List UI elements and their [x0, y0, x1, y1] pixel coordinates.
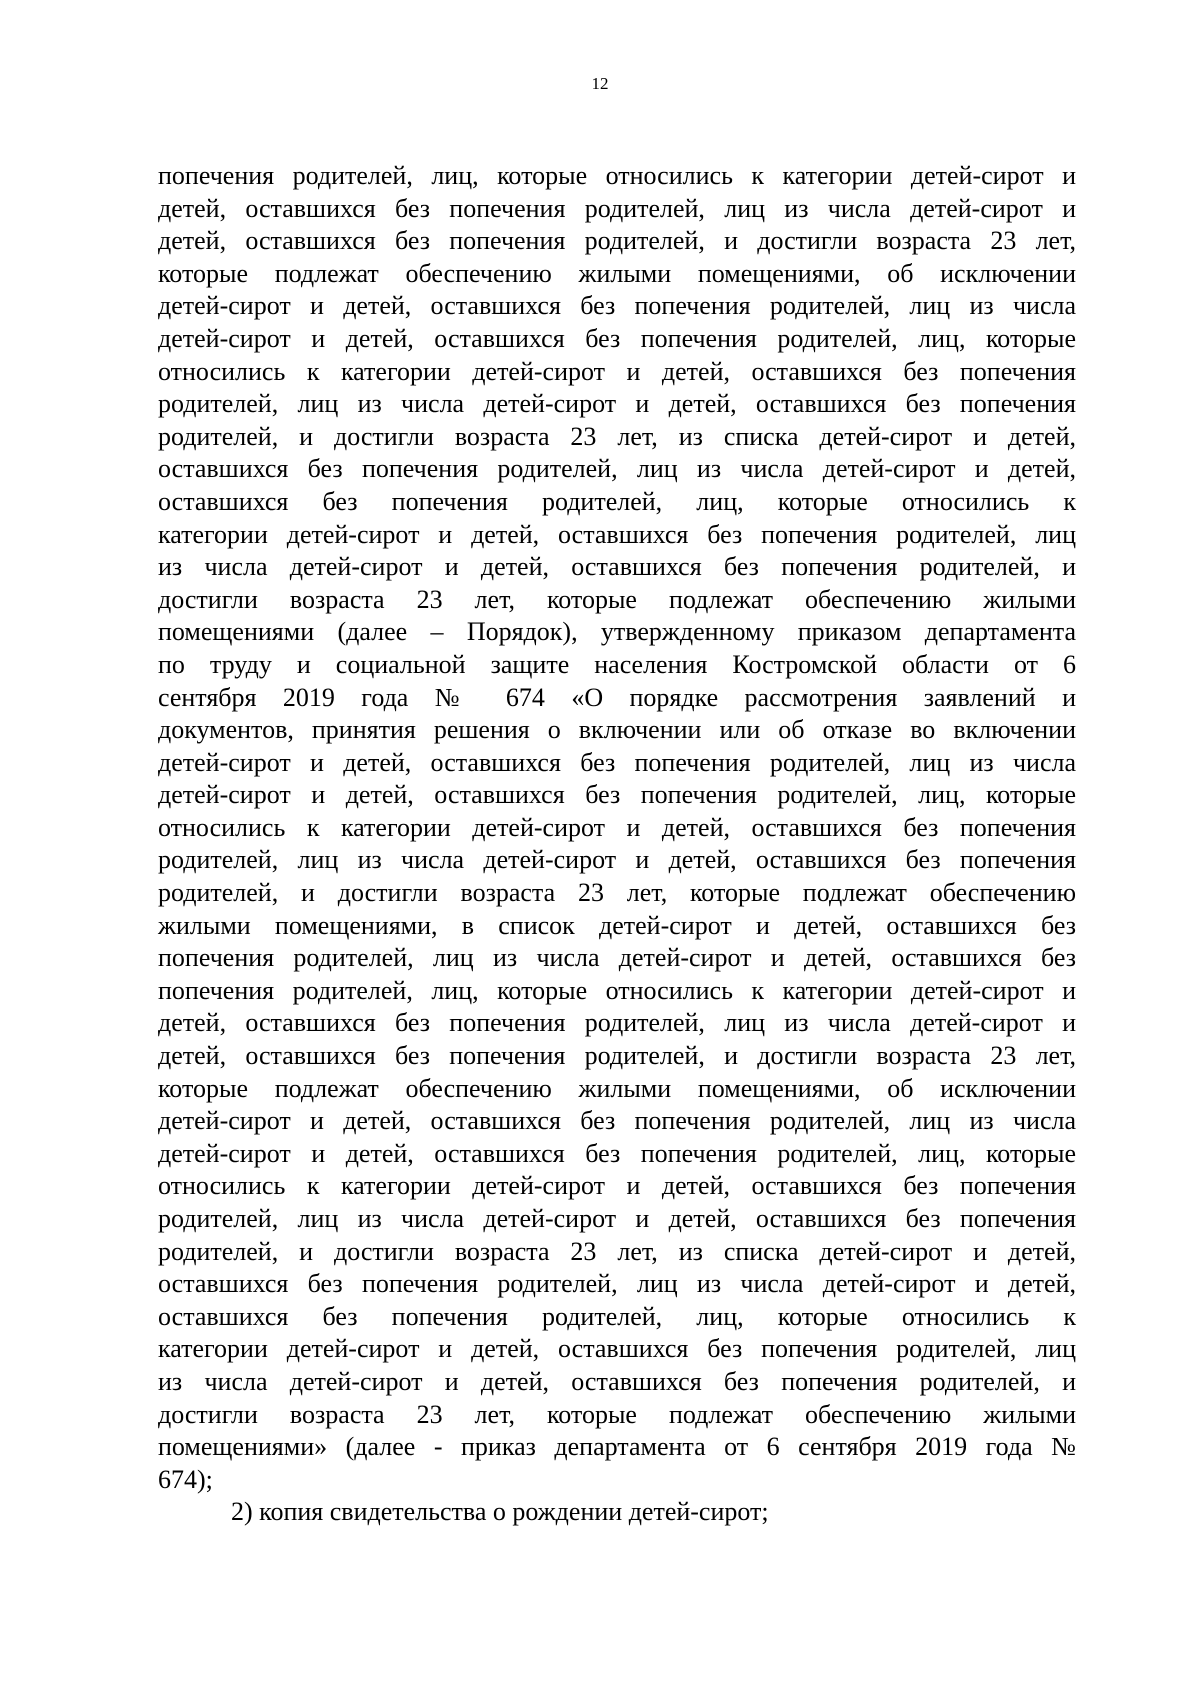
text-line: родителей, лиц из числа детей-сирот и детей, оставшихся без попечения	[158, 1204, 1076, 1233]
text-line: родителей, и достигли возраста 23 лет, из списка детей-сирот и детей,	[158, 421, 1076, 451]
text-line: помещениями» (далее - приказ департамента от 6 сентября 2019 года №	[158, 1432, 1076, 1462]
text-line: относились к категории детей-сирот и детей, оставшихся без попечения	[158, 356, 1076, 386]
text-line: оставшихся без попечения родителей, лиц из числа детей-сирот и детей,	[158, 1269, 1076, 1299]
text-line: из числа детей-сирот и детей, оставшихся без попечения родителей, и	[158, 1366, 1076, 1396]
text-line: попечения родителей, лиц, которые относились к категории детей-сирот и	[158, 975, 1076, 1005]
text-line: оставшихся без попечения родителей, лиц, которые относились к	[158, 486, 1076, 516]
text-line: относились к категории детей-сирот и детей, оставшихся без попечения	[158, 1171, 1076, 1201]
text-line: попечения родителей, лиц, которые относились к категории детей-сирот и	[158, 161, 1076, 190]
text-line: достигли возраста 23 лет, которые подлежат обеспечению жилыми	[158, 1399, 1076, 1429]
text-line: родителей, и достигли возраста 23 лет, из списка детей-сирот и детей,	[158, 1236, 1076, 1266]
text-line: категории детей-сирот и детей, оставшихся без попечения родителей, лиц	[158, 519, 1076, 549]
text-line: детей, оставшихся без попечения родителей, и достигли возраста 23 лет,	[158, 226, 1076, 256]
document-body	[158, 160, 1076, 1529]
text-line: документов, принятия решения о включении или об отказе во включении	[158, 715, 1076, 745]
text-line: родителей, лиц из числа детей-сирот и детей, оставшихся без попечения	[158, 389, 1076, 419]
text-line: помещениями (далее – Порядок), утвержденному приказом департамента	[158, 617, 1076, 647]
text-line: по труду и социальной защите населения Костромской области от 6	[158, 649, 1076, 679]
text-line: достигли возраста 23 лет, которые подлежат обеспечению жилыми	[158, 584, 1076, 614]
text-line: детей, оставшихся без попечения родителей, лиц из числа детей-сирот и	[158, 1008, 1076, 1038]
text-line: относились к категории детей-сирот и детей, оставшихся без попечения	[158, 812, 1076, 842]
text-line: детей, оставшихся без попечения родителей, лиц из числа детей-сирот и	[158, 193, 1076, 223]
text-line: из числа детей-сирот и детей, оставшихся без попечения родителей, и	[158, 552, 1076, 582]
text-line: детей-сирот и детей, оставшихся без попечения родителей, лиц из числа	[158, 291, 1076, 321]
text-line: жилыми помещениями, в список детей-сирот и детей, оставшихся без	[158, 910, 1076, 940]
text-line: детей-сирот и детей, оставшихся без попечения родителей, лиц из числа	[158, 747, 1076, 777]
text-line: детей-сирот и детей, оставшихся без попечения родителей, лиц, которые	[158, 1138, 1076, 1168]
paragraph-continuation	[158, 160, 1076, 1496]
text-line: 674);	[158, 1464, 213, 1494]
text-line: категории детей-сирот и детей, оставшихся без попечения родителей, лиц	[158, 1334, 1076, 1364]
text-line: родителей, лиц из числа детей-сирот и детей, оставшихся без попечения	[158, 845, 1076, 875]
text-line: детей-сирот и детей, оставшихся без попечения родителей, лиц, которые	[158, 780, 1076, 810]
text-line: детей, оставшихся без попечения родителей, и достигли возраста 23 лет,	[158, 1041, 1076, 1071]
list-item-2: 2) копия свидетельства о рождении детей-сирот;	[231, 1497, 769, 1527]
text-line: попечения родителей, лиц из числа детей-сирот и детей, оставшихся без	[158, 943, 1076, 973]
text-line: которые подлежат обеспечению жилыми помещениями, об исключении	[158, 258, 1076, 288]
text-line: оставшихся без попечения родителей, лиц из числа детей-сирот и детей,	[158, 454, 1076, 484]
page-number: 12	[591, 74, 609, 93]
text-line: сентября 2019 года № 674 «О порядке рассмотрения заявлений и	[158, 682, 1076, 712]
text-line: родителей, и достигли возраста 23 лет, которые подлежат обеспечению	[158, 878, 1076, 908]
text-line: детей-сирот и детей, оставшихся без попечения родителей, лиц, которые	[158, 323, 1076, 353]
text-line: оставшихся без попечения родителей, лиц, которые относились к	[158, 1301, 1076, 1331]
text-line: которые подлежат обеспечению жилыми помещениями, об исключении	[158, 1073, 1076, 1103]
text-line: детей-сирот и детей, оставшихся без попечения родителей, лиц из числа	[158, 1106, 1076, 1136]
